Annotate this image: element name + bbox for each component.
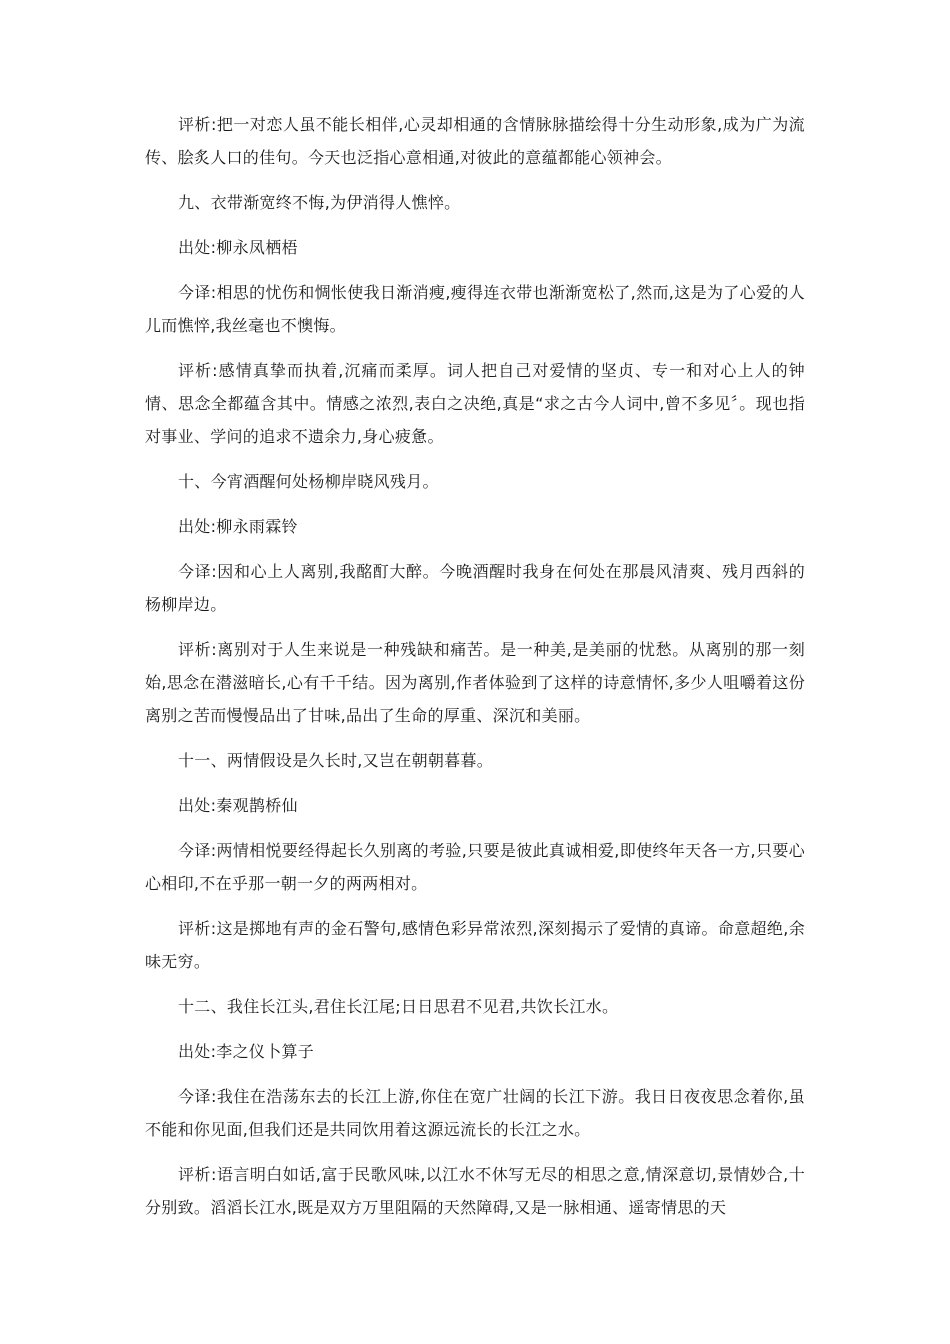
analysis-poem-12: 评析:语言明白如话,富于民歌风味,以江水不休写无尽的相思之意,情深意切,景情妙合,十分别致。滔滔长江水,既是双方万里阻隔的天然障碍,又是一脉相通、遥寄情思的天	[145, 1165, 805, 1217]
source-poem-9: 出处:柳永凤栖梧	[178, 238, 298, 257]
translation-poem-11: 今译:两情相悦要经得起长久别离的考验,只要是彼此真诚相爱,即使终年天各一方,只要心心相印,不在乎那一朝一夕的两两相对。	[145, 841, 805, 893]
analysis-poem-11: 评析:这是掷地有声的金石警句,感情色彩异常浓烈,深刻揭示了爱情的真谛。命意超绝,余味无穷。	[145, 919, 805, 971]
translation-poem-9: 今译:相思的忧伤和惆怅使我日渐消瘦,瘦得连衣带也渐渐宽松了,然而,这是为了心爱的人儿而憔悴,我丝毫也不懊悔。	[145, 283, 805, 335]
translation-poem-12: 今译:我住在浩荡东去的长江上游,你住在宽广壮阔的长江下游。我日日夜夜思念着你,虽不能和你见面,但我们还是共同饮用着这源远流长的长江之水。	[145, 1087, 805, 1139]
translation-poem-10: 今译:因和心上人离别,我酩酊大醉。今晚酒醒时我身在何处在那晨风清爽、残月西斜的杨柳岸边。	[145, 562, 805, 614]
heading-poem-9: 九、衣带渐宽终不悔,为伊消得人憔悴。	[178, 193, 461, 212]
source-poem-11: 出处:秦观鹊桥仙	[178, 796, 298, 815]
analysis-poem-10: 评析:离别对于人生来说是一种残缺和痛苦。是一种美,是美丽的忧愁。从离别的那一刻始,思念在潜滋暗长,心有千千结。因为离别,作者体验到了这样的诗意情怀,多少人咀嚼着这份离别之苦而慢慢品出了甘味,品出了生命的厚重、深沉和美丽。	[145, 640, 805, 725]
heading-poem-11: 十一、两情假设是久长时,又岂在朝朝暮暮。	[178, 751, 494, 770]
analysis-poem-9: 评析:感情真挚而执着,沉痛而柔厚。词人把自己对爱情的坚贞、专一和对心上人的钟情、思念全都蕴含其中。情感之浓烈,表白之决绝,真是“求之古今人词中,曾不多见〞。现也指对事业、学问的追求不遗余力,身心疲惫。	[145, 361, 805, 446]
source-poem-12: 出处:李之仪卜算子	[178, 1042, 315, 1061]
heading-poem-10: 十、今宵酒醒何处杨柳岸晓风残月。	[178, 472, 439, 491]
paragraph-analysis-8: 评析:把一对恋人虽不能长相伴,心灵却相通的含情脉脉描绘得十分生动形象,成为广为流传、脍炙人口的佳句。今天也泛指心意相通,对彼此的意蕴都能心领神会。	[145, 115, 805, 167]
source-poem-10: 出处:柳永雨霖铃	[178, 517, 298, 536]
heading-poem-12: 十二、我住长江头,君住长江尾;日日思君不见君,共饮长江水。	[178, 997, 619, 1016]
document-page	[145, 108, 805, 1236]
